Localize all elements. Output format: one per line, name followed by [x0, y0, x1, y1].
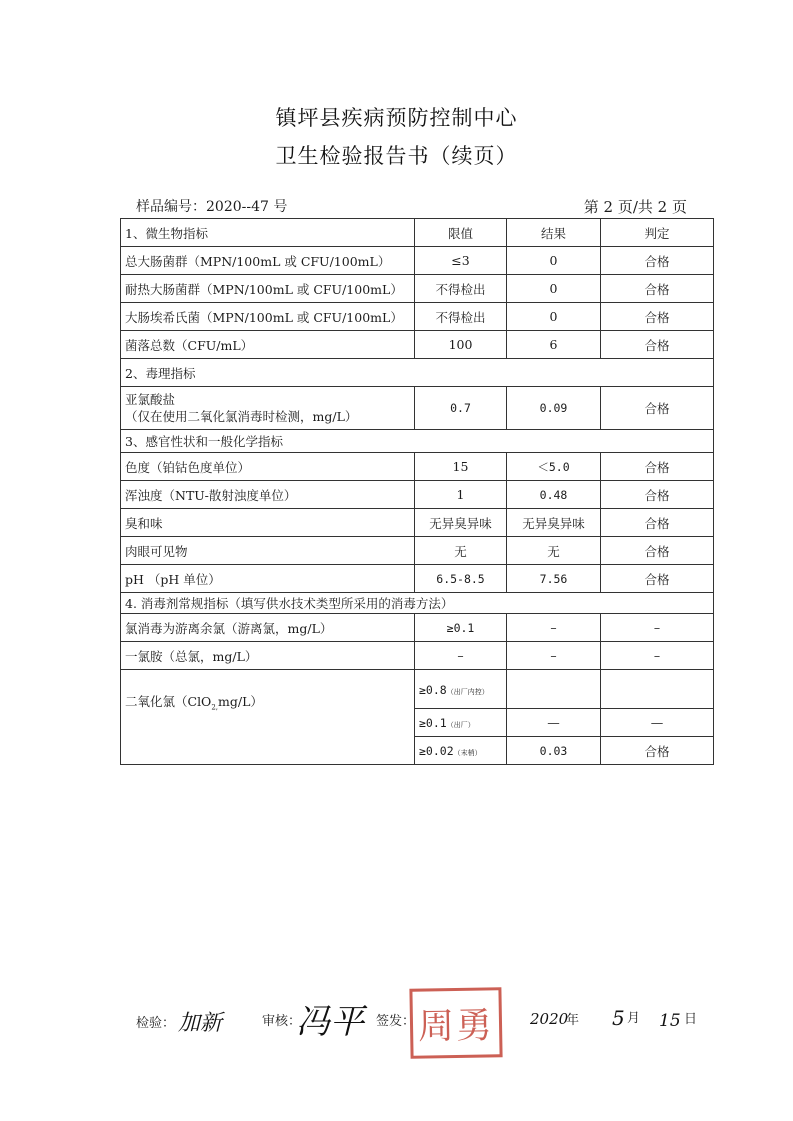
item-name-part: 二氧化氯（ClO [125, 694, 212, 710]
org-title: 镇坪县疾病预防控制中心 [275, 106, 518, 130]
inspector-signature: 加新 [178, 1011, 223, 1036]
result-value: – [507, 642, 601, 670]
item-name: 一氯胺（总氯，mg/L） [121, 642, 415, 670]
limit-note: （末梢） [453, 749, 482, 757]
report-table [120, 218, 714, 765]
inspector-label: 检验： [136, 1016, 176, 1031]
item-name: 菌落总数（CFU/mL） [121, 331, 415, 359]
month-label: 月 [627, 1011, 641, 1026]
limit-number: ≥0.8 [419, 682, 447, 697]
limit-value: ≤3 [415, 247, 507, 275]
table-row [121, 303, 714, 331]
section-heading: 4. 消毒剂常规指标（填写供水技术类型所采用的消毒方法） [121, 593, 714, 614]
section-row [121, 593, 714, 614]
limit-value: 不得检出 [415, 303, 507, 331]
column-header-verdict: 判定 [601, 219, 714, 247]
result-value: 0.03 [507, 737, 601, 765]
limit-value: 不得检出 [415, 275, 507, 303]
item-name-subscript: 2, [211, 703, 218, 712]
table-row [121, 481, 714, 509]
result-value: 0.09 [507, 387, 601, 430]
limit-value [415, 737, 507, 765]
seal-stamp: 周勇 [409, 987, 502, 1059]
item-name: 浑浊度（NTU-散射浊度单位） [121, 481, 415, 509]
table-row [121, 387, 714, 430]
section-heading: 1、微生物指标 [121, 219, 415, 247]
reviewer-signature: 冯平 [296, 1002, 364, 1042]
column-header-limit: 限值 [415, 219, 507, 247]
table-row [121, 642, 714, 670]
table-row [121, 614, 714, 642]
issuer-label: 签发： [376, 1014, 416, 1029]
result-value: 6 [507, 331, 601, 359]
table-header-row [121, 219, 714, 247]
item-name: 氯消毒为游离余氯（游离氯，mg/L） [121, 614, 415, 642]
date-year: 2020 [530, 1010, 569, 1028]
verdict-value [601, 670, 714, 709]
result-value: 无异臭异味 [507, 509, 601, 537]
section-row [121, 359, 714, 387]
limit-value: 15 [415, 453, 507, 481]
limit-value: 无异臭异味 [415, 509, 507, 537]
verdict-value: 合格 [601, 565, 714, 593]
limit-value [415, 670, 507, 709]
table-row [121, 509, 714, 537]
table-row [121, 670, 714, 709]
report-title: 卫生检验报告书（续页） [275, 144, 518, 168]
limit-value: ≥0.1 [415, 614, 507, 642]
table-row [121, 453, 714, 481]
verdict-value: 合格 [601, 481, 714, 509]
date-day: 15 [659, 1011, 681, 1031]
limit-value: 1 [415, 481, 507, 509]
reviewer-label: 审核： [262, 1014, 302, 1029]
result-value: 7.56 [507, 565, 601, 593]
section-heading: 2、毒理指标 [121, 359, 714, 387]
verdict-value: — [601, 709, 714, 737]
limit-value: 6.5-8.5 [415, 565, 507, 593]
limit-value: 0.7 [415, 387, 507, 430]
item-name: 总大肠菌群（MPN/100mL 或 CFU/100mL） [121, 247, 415, 275]
limit-note: （出厂） [446, 721, 475, 729]
item-name: 臭和味 [121, 509, 415, 537]
item-name: 色度（铂钴色度单位） [121, 453, 415, 481]
result-value: 0 [507, 247, 601, 275]
verdict-value: – [601, 642, 714, 670]
item-name: 肉眼可见物 [121, 537, 415, 565]
limit-value [415, 709, 507, 737]
limit-number: ≥0.02 [419, 744, 454, 758]
item-name: 耐热大肠菌群（MPN/100mL 或 CFU/100mL） [121, 275, 415, 303]
verdict-value: – [601, 614, 714, 642]
result-value: – [507, 614, 601, 642]
item-name [121, 670, 415, 765]
verdict-value: 合格 [601, 509, 714, 537]
result-value: 无 [507, 537, 601, 565]
section-row [121, 430, 714, 453]
date-month: 5 [612, 1006, 625, 1030]
page-number: 第 2 页/共 2 页 [583, 198, 687, 216]
verdict-value: 合格 [601, 453, 714, 481]
verdict-value: 合格 [601, 387, 714, 430]
verdict-value: 合格 [601, 303, 714, 331]
result-value [507, 670, 601, 709]
result-value: ＜5.0 [507, 453, 601, 481]
limit-value: – [415, 642, 507, 670]
limit-value: 无 [415, 537, 507, 565]
limit-number: ≥0.1 [419, 716, 447, 730]
sample-number: 样品编号：2020--47 号 [136, 199, 288, 215]
item-name [121, 387, 415, 430]
verdict-value: 合格 [601, 737, 714, 765]
item-name-note: （仅在使用二氧化氯消毒时检测，mg/L） [125, 409, 358, 424]
table-row [121, 275, 714, 303]
result-value: 0.48 [507, 481, 601, 509]
day-label: 日 [684, 1012, 698, 1027]
table-row [121, 331, 714, 359]
column-header-result: 结果 [507, 219, 601, 247]
item-name: 大肠埃希氏菌（MPN/100mL 或 CFU/100mL） [121, 303, 415, 331]
limit-note: （出厂内控） [446, 687, 489, 696]
year-label: 年 [566, 1013, 580, 1028]
verdict-value: 合格 [601, 247, 714, 275]
verdict-value: 合格 [601, 275, 714, 303]
verdict-value: 合格 [601, 537, 714, 565]
item-name-line: 亚氯酸盐 [125, 392, 176, 407]
result-value: 0 [507, 303, 601, 331]
result-value: — [507, 709, 601, 737]
table-row [121, 565, 714, 593]
item-name: pH （pH 单位） [121, 565, 415, 593]
section-heading: 3、感官性状和一般化学指标 [121, 430, 714, 453]
result-value: 0 [507, 275, 601, 303]
item-name-part: mg/L） [218, 694, 263, 710]
verdict-value: 合格 [601, 331, 714, 359]
table-row [121, 537, 714, 565]
table-row [121, 247, 714, 275]
limit-value: 100 [415, 331, 507, 359]
